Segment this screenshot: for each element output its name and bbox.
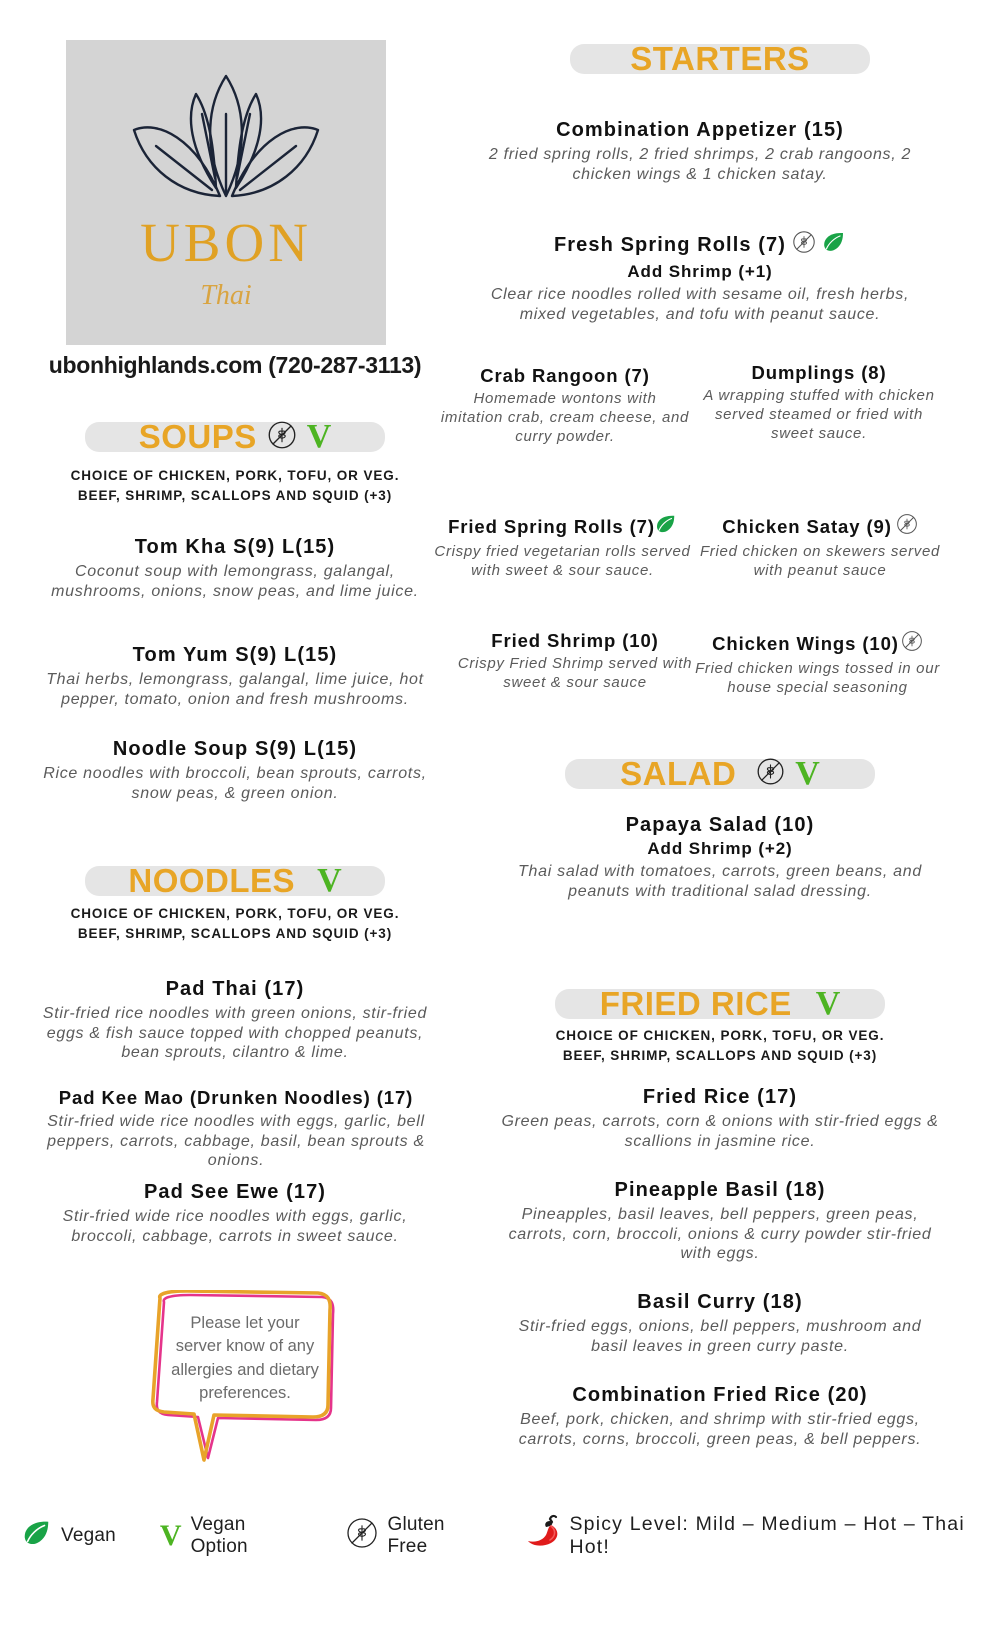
item-desc: 2 fried spring rolls, 2 fried shrimps, 2 crab rangoons, 2 chicken wings & 1 chicken satay. (488, 146, 912, 183)
item-desc: Green peas, carrots, corn & onions with stir-fried eggs & scallions in jasmine rice. (501, 1113, 939, 1150)
gluten-free-icon (346, 1517, 378, 1554)
legend-gluten-free (346, 1514, 486, 1558)
item-name: Tom Kha S(9) L(15) (134, 536, 336, 558)
section-header-noodles (0, 862, 470, 900)
item-name: Combination Fried Rice (20) (572, 1384, 868, 1406)
item-desc: Beef, pork, chicken, and shrimp with stir-fried eggs, carrots, corns, broccoli, green peas, & bell peppers. (518, 1411, 922, 1448)
logo-tagline: Thai (200, 280, 252, 311)
item-desc: Clear rice noodles rolled with sesame oil, fresh herbs, mixed vegetables, and tofu with peanut sauce. (490, 286, 910, 323)
menu-item (500, 1085, 940, 1151)
section-title-fried-rice: FRIED RICE (599, 985, 792, 1022)
legend-vegan-label: Vegan (61, 1524, 116, 1546)
menu-item (450, 630, 700, 693)
item-desc: Stir-fried rice noodles with green onions, stir-fried eggs & fish sauce topped with chopped peanuts, bean sprouts, cilantro & lime. (42, 1005, 428, 1062)
item-desc: Rice noodles with broccoli, bean sprouts, carrots, snow peas, & green onion. (43, 765, 427, 802)
item-name-row (690, 630, 945, 657)
menu-item (690, 630, 945, 698)
gluten-free-icon (901, 630, 923, 657)
vegan-option-icon: V (795, 755, 820, 792)
section-header-soups (0, 418, 470, 456)
menu-item (510, 813, 930, 901)
gluten-free-icon (756, 757, 785, 791)
item-name: Papaya Salad (10) (625, 814, 815, 836)
item-name: Pineapple Basil (18) (614, 1179, 826, 1201)
item-desc: Pineapples, basil leaves, bell peppers, green peas, carrots, corn, broccoli, onions & curry powder stir-fried with eggs. (508, 1206, 932, 1263)
item-desc: Homemade wontons with imitation crab, cream cheese, and curry powder. (440, 390, 690, 445)
lotus-leaves-icon (116, 68, 336, 233)
menu-item (30, 643, 440, 709)
item-name: Chicken Wings (10) (712, 632, 899, 654)
fried-rice-choice-note: CHOICE OF CHICKEN, PORK, TOFU, OR VEG. BEEF, SHRIMP, SCALLOPS AND SQUID (+3) (555, 1028, 885, 1063)
gluten-free-icon (792, 230, 816, 260)
item-desc: Fried chicken wings tossed in our house special seasoning (695, 660, 940, 696)
item-name: Pad Kee Mao (Drunken Noodles) (17) (58, 1087, 414, 1108)
item-name: Noodle Soup S(9) L(15) (112, 738, 358, 760)
section-header-fried-rice (500, 985, 940, 1023)
item-name: Fried Spring Rolls (7) (448, 515, 655, 537)
menu-item (440, 365, 690, 446)
item-name: Combination Appetizer (15) (556, 119, 844, 141)
vegan-option-icon: V (306, 418, 332, 455)
menu-item (495, 1383, 945, 1449)
item-addon: Add Shrimp (+2) (647, 839, 793, 858)
section-header-salad (500, 755, 940, 793)
vegan-leaf-icon (22, 1518, 52, 1553)
menu-item (470, 230, 930, 324)
item-name: Tom Yum S(9) L(15) (132, 644, 338, 666)
section-header-starters (500, 40, 940, 78)
menu-item (700, 362, 938, 443)
legend-vegan (22, 1518, 116, 1553)
vegan-option-icon: V (159, 1518, 182, 1552)
legend-vegan-option-label: Vegan Option (190, 1513, 248, 1557)
item-desc: Stir-fried wide rice noodles with eggs, garlic, broccoli, cabbage, carrots in sweet sauce. (62, 1208, 408, 1245)
item-desc: Thai salad with tomatoes, carrots, green beans, and peanuts with traditional salad dressing. (518, 863, 922, 900)
menu-item (35, 737, 435, 803)
item-desc: Crispy fried vegetarian rolls served with sweet & sour sauce. (434, 543, 691, 579)
item-name-row (470, 230, 930, 260)
logo-wordmark: UBON (140, 212, 312, 273)
item-name: Pad Thai (17) (165, 978, 305, 1000)
item-desc: Crispy Fried Shrimp served with sweet & sour sauce (457, 655, 693, 691)
menu-item (695, 513, 945, 581)
menu-item (30, 1180, 440, 1246)
section-title-soups: SOUPS (138, 418, 257, 455)
menu-item (500, 1290, 940, 1356)
section-title-salad: SALAD (620, 755, 737, 792)
menu-item (425, 513, 700, 581)
gluten-free-icon (896, 513, 918, 540)
allergy-note-text: Please let your server know of any allergies and dietary preferences. (171, 1314, 319, 1403)
legend-vegan-option (160, 1514, 305, 1558)
vegan-leaf-icon (822, 230, 846, 260)
item-name: Basil Curry (18) (637, 1291, 803, 1313)
item-name: Chicken Satay (9) (722, 515, 892, 537)
menu-item (480, 118, 920, 184)
section-title-starters: STARTERS (630, 40, 810, 77)
item-name: Pad See Ewe (17) (143, 1181, 327, 1203)
menu-item (30, 977, 440, 1063)
vegan-option-icon: V (317, 862, 342, 899)
legend-spicy (526, 1513, 1000, 1559)
menu-item (22, 1087, 450, 1171)
item-name-row (695, 513, 945, 540)
contact-line: ubonhighlands.com (720-287-3113) (48, 352, 422, 378)
item-name: Crab Rangoon (7) (480, 365, 650, 386)
item-desc: A wrapping stuffed with chicken served steamed or fried with sweet sauce. (703, 387, 935, 442)
item-name-row (425, 513, 700, 540)
legend-gluten-free-label: Gluten Free (387, 1513, 445, 1557)
noodles-choice-note: CHOICE OF CHICKEN, PORK, TOFU, OR VEG. BEEF, SHRIMP, SCALLOPS AND SQUID (+3) (70, 906, 400, 941)
item-desc: Coconut soup with lemongrass, galangal, mushrooms, onions, snow peas, and lime juice. (51, 563, 419, 600)
menu-item (500, 1178, 940, 1264)
item-desc: Thai herbs, lemongrass, galangal, lime juice, hot pepper, tomato, onion and fresh mushrooms. (46, 671, 424, 708)
gluten-free-icon (267, 420, 297, 455)
menu-item (35, 535, 435, 601)
item-desc: Stir-fried eggs, onions, bell peppers, mushroom and basil leaves in green curry paste. (518, 1318, 922, 1355)
item-name: Dumplings (8) (751, 362, 887, 383)
allergy-note-bubble (150, 1290, 340, 1465)
vegan-leaf-icon (655, 513, 677, 540)
item-desc: Stir-fried wide rice noodles with eggs, garlic, bell peppers, carrots, cabbage, basil, bean sprouts & onions. (47, 1113, 425, 1170)
item-name: Fried Rice (17) (642, 1086, 798, 1108)
item-addon: Add Shrimp (+1) (627, 262, 773, 281)
legend-spicy-label: Spicy Level: Mild – Medium – Hot – Thai Hot! (569, 1512, 965, 1558)
vegan-option-icon: V (815, 985, 841, 1022)
item-name: Fried Shrimp (10) (491, 630, 659, 651)
item-name: Fresh Spring Rolls (7) (553, 234, 786, 256)
section-title-noodles: NOODLES (128, 862, 296, 899)
item-desc: Fried chicken on skewers served with peanut sauce (699, 543, 941, 579)
legend-bar (0, 1498, 1000, 1573)
soups-choice-note: CHOICE OF CHICKEN, PORK, TOFU, OR VEG. BEEF, SHRIMP, SCALLOPS AND SQUID (+3) (70, 468, 400, 503)
brand-logo-box (66, 40, 386, 345)
